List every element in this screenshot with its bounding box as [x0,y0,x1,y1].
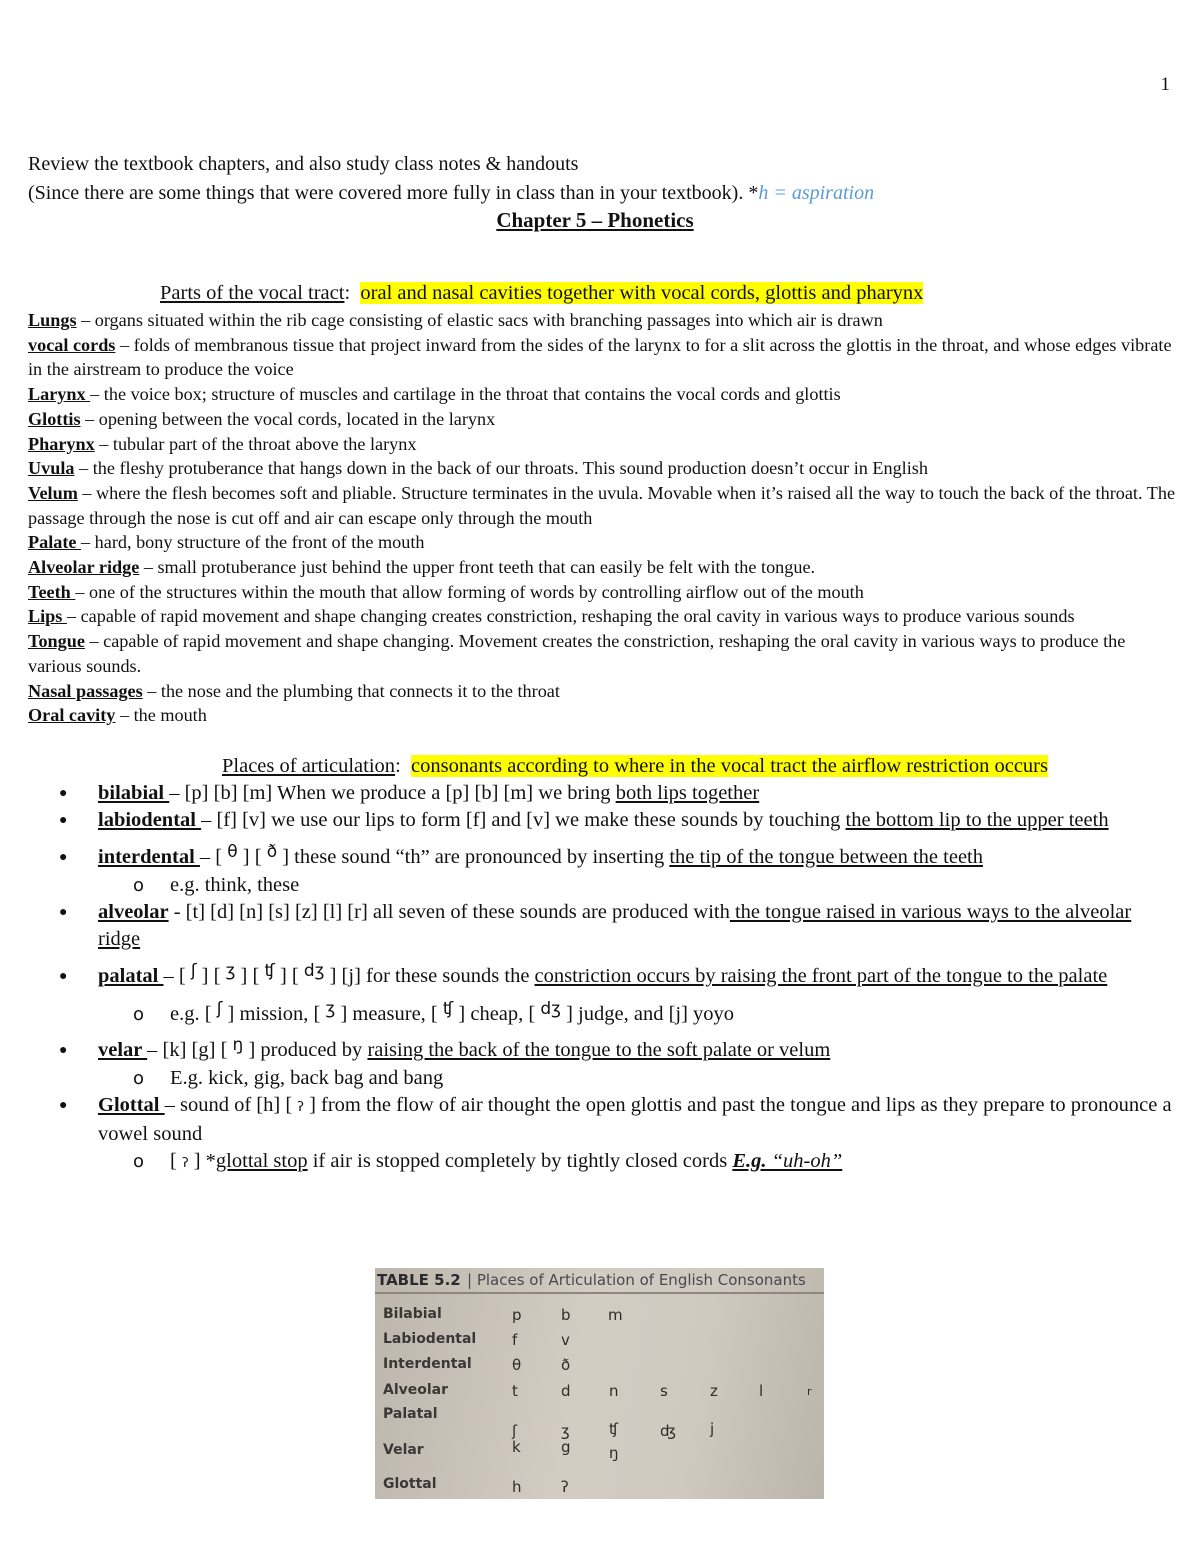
sub-item-velar: o E.g. kick, gig, back bag and bang [28,1065,1178,1092]
bullet-labiodental: ● labiodental – [f] [v] we use our lips to form [f] and [v] we make these sounds by touching the bottom lip to the upper teeth [28,807,1178,834]
aspiration-note: h = aspiration [758,182,875,204]
bullet-alveolar: ● alveolar - [t] [d] [n] [s] [z] [l] [r] all seven of these sounds are produced with the tongue raised in various ways to the alveolar ridge [28,899,1178,953]
definition-item: Tongue – capable of rapid movement and shape changing. Movement creates the constriction, reshaping the oral cavity in various ways to produce the various sounds. [28,631,1126,676]
places-list [28,780,1178,1177]
bullet-interdental: ● interdental – [ $^\theta$ ] [ $^ð$ ] these sound “th” are pronounced by inserting the tip of the tongue between the teeth o e.g. think, these [28,844,1178,899]
definition-item: Alveolar ridge – small protuberance just behind the upper front teeth that can easily be felt with the tongue. [28,557,816,578]
definition-item: Palate – hard, bony structure of the front of the mouth [28,532,425,553]
definition-item: Pharynx – tubular part of the throat above the larynx [28,433,417,454]
places-heading: Places of articulation: consonants according to where in the vocal tract the airflow restriction occurs [222,755,1048,777]
bullet-glottal: ● Glottal – sound of [h] [ ʔ ] from the flow of air thought the open glottis and past the tongue and lips as they prepare to pronounce a vowel sound o [ ʔ ] *glottal stop if air is stopped completely by tightly closed cords E.g. “uh-oh” [28,1092,1178,1177]
intro [28,150,1178,208]
table-row: Labiodental f v [383,1331,570,1349]
definition-item: Lungs – organs situated within the rib cage consisting of elastic sacs with branching passages into which air is drawn [28,310,883,330]
table-title: TABLE 5.2 | Places of Articulation of English Consonants [375,1268,824,1294]
intro-line-2: (Since there are some things that were covered more fully in class than in your textbook). *h = aspiration [28,182,875,204]
table-row: Alveolar t d n s z l r [383,1382,812,1400]
vocal-tract-highlight: oral and nasal cavities together with vocal cords, glottis and pharynx [360,282,924,304]
intro-line-1: Review the textbook chapters, and also study class notes & handouts [28,153,579,175]
table-row: Bilabial p b m [383,1306,623,1324]
table-row: Glottal h ʔ [383,1476,569,1496]
chapter-title: Chapter 5 – Phonetics [496,208,694,232]
definition-item: Larynx – the voice box; structure of muscles and cartilage in the throat that contains the vocal cords and glottis [28,384,841,405]
definition-item: Oral cavity – the mouth [28,705,207,726]
vocal-tract-heading: Parts of the vocal tract: oral and nasal cavities together with vocal cords, glottis and pharynx [160,282,924,304]
bullet-bilabial: ● bilabial – [p] [b] [m] When we produce a [p] [b] [m] we bring both lips together [28,780,1178,807]
definition-item: Uvula – the fleshy protuberance that hangs down in the back of our throats. This sound production doesn’t occur in English [28,458,928,479]
places-highlight: consonants according to where in the vocal tract the airflow restriction occurs [411,755,1048,777]
definition-item: Nasal passages – the nose and the plumbing that connects it to the throat [28,680,560,701]
page-number: 1 [1160,74,1170,95]
bullet-velar: ● velar – [k] [g] [ $^ŋ$ ] produced by raising the back of the tongue to the soft palate or velum o E.g. kick, gig, back bag and bang [28,1037,1178,1092]
definition-item: Teeth – one of the structures within the mouth that allow forming of words by controlling airflow out of the mouth [28,581,864,602]
table-row: Interdental θ ð [383,1356,571,1374]
definition-item: Velum – where the flesh becomes soft and pliable. Structure terminates in the uvula. Movable when it’s raised all the way to touch the back of the throat. The passage through the nose is cut off and air can escape only through the mouth [28,482,1176,528]
table-row: Velar k g ŋ [383,1438,619,1462]
sub-item-glottal: o [ ʔ ] *glottal stop if air is stopped completely by tightly closed cords E.g. “uh-oh” [28,1148,1178,1177]
definition-item: Lips – capable of rapid movement and shape changing creates constriction, reshaping the oral cavity in various ways to produce various sounds [28,606,1075,627]
definition-item: Glottis – opening between the vocal cords, located in the larynx [28,408,496,429]
definition-item: vocal cords – folds of membranous tissue that project inward from the sides of the larynx to for a slit across the glottis in the throat, and whose edges vibrate in the airstream to produce the voice [28,334,1172,380]
sub-item-palatal: o e.g. [ $^ʃ$ ] mission, [ $^ʒ$ ] measure, [ $^ʧ$ ] cheap, [ $^{dʒ}$ ] judge, and [j] yoyo [28,1001,1178,1029]
definitions-list [28,308,1178,728]
sub-item-interdental: o e.g. think, these [28,872,1178,899]
bullet-palatal: ● palatal – [ $^ʃ$ ] [ $^ʒ$ ] [ $^ʧ$ ] [ $^{dʒ}$ ] [j] for these sounds the constriction occurs by raising the front part of the tongue to the palate o e.g. [ $^ʃ$ ] mission, [ $^ʒ$ ] measure, [ $^ʧ$ ] cheap, [ $^{dʒ}$ ] judge, and [j] yoyo [28,963,1178,1029]
articulation-table-photo [375,1268,824,1499]
table-row: Palatal ʃ ʒ ʧ ʤ j [383,1406,715,1440]
